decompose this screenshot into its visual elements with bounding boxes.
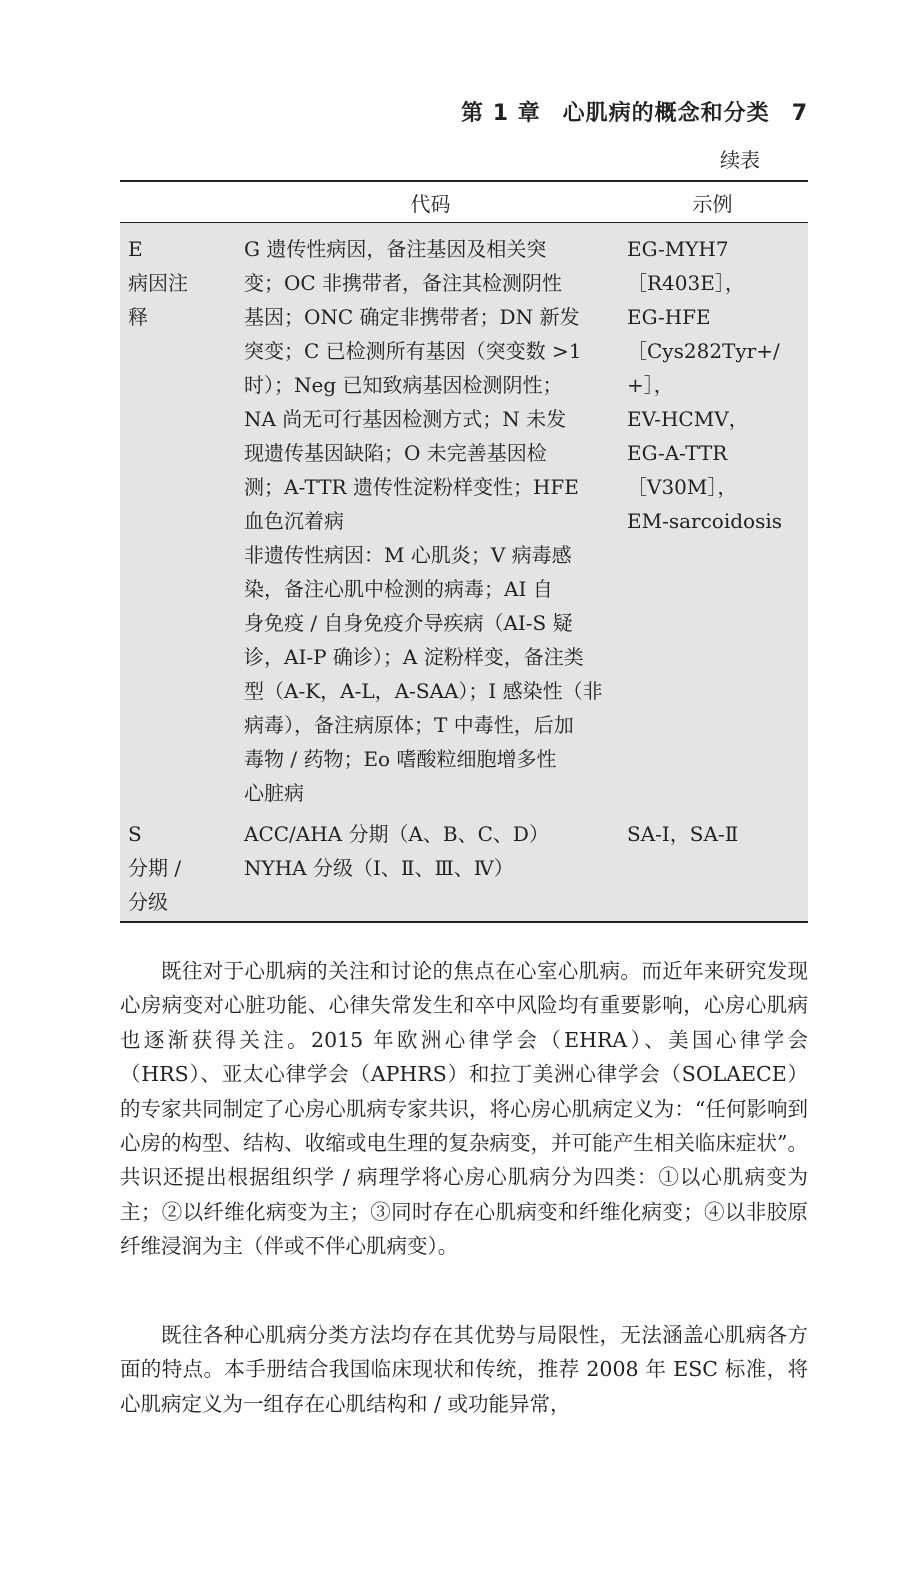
description-line: 突变；C 已检测所有基因（突变数 >1 bbox=[244, 339, 582, 363]
example-line: ［V30M］， bbox=[627, 475, 738, 499]
example-line: EM-sarcoidosis bbox=[627, 509, 782, 533]
table-continued-label: 续表 bbox=[720, 148, 760, 172]
header-blank bbox=[120, 181, 244, 223]
table-row bbox=[120, 817, 808, 922]
description-line: 毒物 / 药物；Eo 嗜酸粒细胞增多性 bbox=[244, 747, 557, 771]
table-header-row bbox=[120, 181, 808, 223]
description-line: NYHA 分级（Ⅰ、Ⅱ、Ⅲ、Ⅳ） bbox=[244, 856, 514, 880]
header-example: 示例 bbox=[617, 181, 808, 223]
description-line: G 遗传性病因，备注基因及相关突 bbox=[244, 237, 547, 261]
example-cell bbox=[617, 817, 808, 922]
category-code: E bbox=[128, 237, 143, 261]
description-line: 非遗传性病因：M 心肌炎；V 病毒感 bbox=[244, 543, 572, 567]
description-line: 血色沉着病 bbox=[244, 509, 344, 533]
table-row bbox=[120, 223, 808, 818]
description-line: NA 尚无可行基因检测方式；N 未发 bbox=[244, 407, 567, 431]
page-number: 7 bbox=[791, 101, 808, 126]
body-paragraph: 既往对于心肌病的关注和讨论的焦点在心室心肌病。而近年来研究发现心房病变对心脏功能、心律失常发生和卒中风险均有重要影响，心房心肌病也逐渐获得关注。2015 年欧洲心律学会（EHRA）、美国心律学会（HRS）、亚太心律学会（APHRS）和拉丁美洲心律学会（SOLAECE）的专家共同制定了心房心肌病专家共识，将心房心肌病定义为：“任何影响到心房的构型、结构、收缩或电生理的复杂病变，并可能产生相关临床症状”。共识还提出根据组织学 / 病理学将心房心肌病分为四类：①以心肌病变为主；②以纤维化病变为主；③同时存在心肌病变和纤维化病变；④以非胶原纤维浸润为主（伴或不伴心肌病变）。 bbox=[120, 959, 808, 1259]
chapter-number: 第 1 章 bbox=[461, 101, 541, 126]
example-line: ［Cys282Tyr+/+］， bbox=[627, 339, 780, 397]
category-cell bbox=[120, 817, 244, 922]
example-line: ［R403E］， bbox=[627, 271, 745, 295]
category-name-line: 释 bbox=[128, 305, 148, 329]
description-line: 染，备注心肌中检测的病毒；AI 自 bbox=[244, 577, 553, 601]
example-line: EG-A-TTR bbox=[627, 441, 728, 465]
description-line: ACC/AHA 分期（A、B、C、D） bbox=[244, 822, 549, 846]
example-line: EG-MYH7 bbox=[627, 237, 729, 261]
classification-table bbox=[120, 180, 808, 923]
category-name-line: 分期 / bbox=[128, 856, 182, 880]
category-cell bbox=[120, 223, 244, 818]
description-line: 基因；ONC 确定非携带者；DN 新发 bbox=[244, 305, 580, 329]
description-cell bbox=[244, 223, 617, 818]
category-name-line: 病因注 bbox=[128, 271, 188, 295]
running-header bbox=[120, 96, 808, 132]
description-line: 测；A-TTR 遗传性淀粉样变性；HFE bbox=[244, 475, 579, 499]
chapter-title: 心肌病的概念和分类 bbox=[562, 101, 770, 126]
category-code: S bbox=[128, 822, 142, 846]
example-line: EV-HCMV， bbox=[627, 407, 749, 431]
header-code: 代码 bbox=[244, 181, 617, 223]
example-cell bbox=[617, 223, 808, 818]
description-line: 变；OC 非携带者，备注其检测阴性 bbox=[244, 271, 563, 295]
description-line: 现遗传基因缺陷；O 未完善基因检 bbox=[244, 441, 547, 465]
description-line: 诊，AI-P 确诊）；A 淀粉样变，备注类 bbox=[244, 645, 584, 669]
category-name-line: 分级 bbox=[128, 890, 168, 914]
body-paragraph: 既往各种心肌病分类方法均存在其优势与局限性，无法涵盖心肌病各方面的特点。本手册结合我国临床现状和传统，推荐 2008 年 ESC 标准，将心肌病定义为一组存在心肌结构和 / 或功能异常， bbox=[120, 1323, 808, 1416]
example-line: EG-HFE bbox=[627, 305, 711, 329]
description-cell bbox=[244, 817, 617, 922]
description-line: 病毒），备注病原体；T 中毒性，后加 bbox=[244, 713, 574, 737]
description-line: 心脏病 bbox=[244, 781, 304, 805]
description-line: 型（A-K，A-L，A-SAA）；I 感染性（非 bbox=[244, 679, 603, 703]
description-line: 时）；Neg 已知致病基因检测阴性； bbox=[244, 373, 563, 397]
example-line: SA-Ⅰ，SA-Ⅱ bbox=[627, 822, 739, 846]
description-line: 身免疫 / 自身免疫介导疾病（AI-S 疑 bbox=[244, 611, 573, 635]
